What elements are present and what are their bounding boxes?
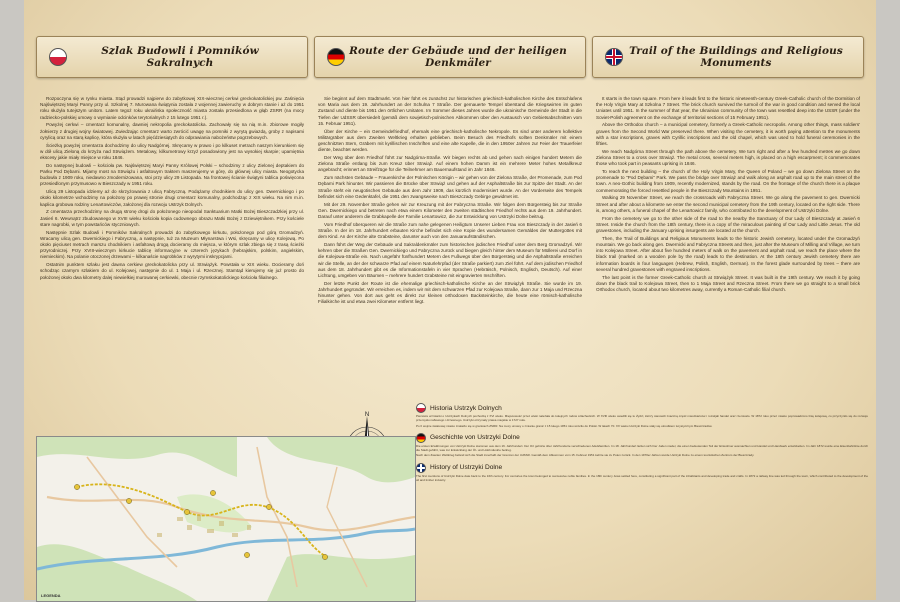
uk-flag-icon <box>416 463 426 473</box>
section-banner-pl <box>36 36 308 78</box>
german-section <box>314 36 586 307</box>
paragraph: Dann führt der Weg der Gebäude und Sakraldenkmäler zum historischen jüdischen Friedhof unter dem Berg Gromadzyń. Wir kehren über die Straßen Gen. Dwernickiego und Fabryczna zurück und biegen gleich hinter dem Museum für Müllerei und Dorf in die Kolejowa-Straße ein. Nach ungefähr fünfhundert Metern des Fußwegs über den Bürgersteig und die Asphaltstraße erreichen wir die Stelle, an der der schwarze Pfad auf einem Naturlehrpfad (der Straße parkiert) zum Ziel führt. Auf dem jüdischen Friedhof aus dem 18. Jahrhundert gibt es die Informationstafeln in vier Sprachen (Hebräisch, Polnisch, Englisch, Deutsch). Auf einer Lichtung, umgeben von Bäumen – mehrere hundert Grabsteine mit eingravierten Inschriften. <box>318 242 582 279</box>
paragraph: Mit der 29. November Straße gehen wir zur Kreuzung mit der Fabryczna Straße. Wir folgen dem Bürgersteig bis zur Straße Gen. Dwernickiego und betreten nach etwa einem Kilometer den zweiten städtischen Friedhof rechts aus dem 19. Jahrhundert. Darauf unter anderem die Grabkapelle der Familie Lenartowicz, die zur Entwicklung von Ustrzyki Dolne beitrug. <box>318 201 582 220</box>
paragraph: Vom Friedhof überqueren wir die Straße zum nahe gelegenen Heiligtum Unserer Lieben Frau von Bieszczady in der Jasień 6 Straße. In der im 18. Jahrhundert erbauten Kirche befindet sich eine Kopie des wundersamen Gemäldes der Muttergottes mit dem Kind. An der Kirche alte Grabsteine, darunter auch von den Januaraufständischen. <box>318 221 582 240</box>
section-title-de: Route der Gebäude und der heiligen Denkmäler <box>349 45 567 69</box>
section-body-de <box>314 96 586 306</box>
paragraph: Pierwsze wzmianki o Ustrzykach Dolnych pochodzą z XVI wieku. Miejscowość przez wieki należała do kolejnych rodów szlacheckich. W XVIII wieku osiedlili się tu Żydzi, którzy stanowili znaczną część mieszkańców i rozwijali handel oraz rzemiosło. W 1872 roku przez miasto poprowadzono linię kolejową, co przyczyniło się do rozwoju przemysłu naftowego i drzewnego. Ustrzyki otrzymały prawa miejskie w 1727 roku. <box>416 414 868 423</box>
germany-flag-icon <box>327 48 345 66</box>
history-title-de: Geschichte von Ustrzyki Dolne <box>430 434 520 442</box>
history-block-de <box>416 432 868 458</box>
poland-flag-icon <box>416 403 426 413</box>
germany-flag-icon <box>416 433 426 443</box>
paragraph: Above the Orthodox church – a municipal cemetery, formerly a Greek-Catholic necropolis. Among other things, mass soldiers' graves from the Second World War preserved there. When visiting the cemetery, it is worth paying attention to the monuments with a star inscriptions, graves with Cyrillic inscriptions and the old chapel, which was used to hold funeral ceremonies in the fifties. <box>596 122 860 147</box>
paragraph: We reach Nadgórna Street through the path above the cemetery. We turn right and after a few hundred metres we go down Zielona Street to a cross over Strwiąż. The metal cross, several meters high, is placed on a high escarpment; it commemorates those who took part in peasants uprising in 1846. <box>596 148 860 167</box>
section-title-pl: Szlak Budowli i Pomników Sakralnych <box>101 45 259 69</box>
paragraph: Über der Kirche – ein Gemeindefriedhof, ehemals eine griechisch-katholische Nekropole. Es sind unter anderem kollektive Militärgräber aus dem Zweiten Weltkrieg erhalten geblieben. Beim Besuch des Friedhofs sollten Denkmäler mit einem geschnitzten Stern, Gräbern mit kyrillischen Inschriften und eine alte Kapelle, die in den 1950er Jahren zur Feier der Trauerfeier diente, beachtet werden. <box>318 128 582 153</box>
section-body-pl <box>36 96 308 281</box>
paragraph: It starts in the town square. From here it leads first to the historic nineteenth-century Greek-Catholic church of the Dormition of the Holy Virgin Mary at Szkolna 7 Street. The brick church survived the turmoil of the war in good condition and served the local Uniates until 1951. In the summer of that year, the Ukrainian community of the town was resettled deep into the USSR (under the Soviet-Polish agreement on the exchange of territorial sections of 15 February 1951). <box>596 96 860 120</box>
paragraph: The first mentions of Ustrzyki Dolne date back to the 16th century. For centuries the town belonged to successive noble families. In the 18th century Jews settled here, constituting a significant part of the inhabitants and developing trade and crafts. In 1872 a railway line was led through the town, which contributed to the development of the oil and timber industry. <box>416 473 868 483</box>
paragraph: Po II wojnie światowej miasto znalazło się w granicach ZSRR. Na mocy umowy o zmianie granic z 15 lutego 1951 roku wróciło do Polski. W latach 70. XX wieku Ustrzyki Dolne stały się ośrodkiem turystycznym Bieszczadów. <box>416 423 713 428</box>
history-section <box>416 402 868 483</box>
paragraph: Walking 29 November Street, we reach the crossroads with Fabryczna Street. We go along the pavement to gen. Dwernicki Street and after about a kilometre we enter the second municipal cemetery from the 19th century, located on the right side. There is, among others, a funeral chapel of the Lenartowicz family, who contributed to the development of Ustrzyki Dolne. <box>596 195 860 213</box>
paragraph: Z cmentarza przechodzimy na drugą stronę drogi do położonego nieopodal Sanktuarium Matki Bożej Bieszczadzkiej przy ul. Jasień 6. Wewnątrz zbudowanego w XVIII wieku kościoła kopia cudownego obrazu Matki Bożej z Dziewiętnikem. Przy kościele stare nagrobki, w tym powstańców styczniowych. <box>40 209 304 227</box>
paragraph: The last point is the former Greek-Catholic church at Strwiążyk Street. It was built in the 19th century. We reach it by going down the black trail to Kolejowa Street, then to 1 Maja Street and Rzeczna Street. From there we go straight to a small brick Orthodox church, located about two kilometres away, currently a Roman-Catholic filial church. <box>596 274 860 293</box>
uk-flag-icon <box>605 48 623 66</box>
history-title-en: History of Ustrzyki Dolne <box>430 464 503 472</box>
compass-letter-n: N <box>364 412 370 418</box>
english-section <box>592 36 864 295</box>
paragraph: Der Weg über dem Friedhof führt zur Nadgórna-Straße. Wir biegen rechts ab und gehen nach einigen hundert Metern die Zielona Straße entlang bis zum Kreuz über Strwiąż. Auf einem hohen Damm ist ein mehrere Meter hohes Metallkreuz angebracht; erinnert an Streifzüge für die Teilnehmer am Bauernaufstand im Jahr 1846. <box>318 155 582 173</box>
polish-section <box>36 36 308 282</box>
paragraph: Zum nächsten Gebäude – Frauenkirche der Polnischen Königin – wir gehen von der Zielona Straße, der Promenade, zum Pod Dębami Park hinunter. Wir passieren die Brücke über Strwiąż und gehen auf der Asphaltstraße bis zur Spitze der Stadt. An der Straße steht ein neugotisches Gebäude aus dem Jahr 1909, das kürzlich modernisiert wurde. An der Vorderseite des Tempels befindet sich eine Gedenktafel, die 1951 den zwangsweise nach Bieszczady Gebirge gewidmet ist. <box>318 175 582 199</box>
paragraph: Die ersten Erwähnungen von Ustrzyki Dolne stammen aus dem 16. Jahrhundert. Der Ort gehörte über Jahrhunderte verschiedenen Adelsfamilien. Im 18. Jahrhundert ließen sich hier Juden nieder, die einen bedeutenden Teil der Einwohner ausmachten und Handel und Handwerk entwickelten. Im Jahr 1872 wurde eine Eisenbahnlinie durch die Stadt geführt, was zur Entwicklung der Öl- und Holzindustrie beitrug. <box>416 443 868 453</box>
poland-flag-icon <box>49 48 67 66</box>
paragraph: From the cemetery we go to the other side of the road to the nearby the Sanctuary of Our Lady of Bieszczady at Jasień 6 Street. Inside the church from the 18th century, there is a copy of the miraculous painting of Our Lady and Little Jesus. The old gravestones, including the January uprising insurgents are located at the church. <box>596 215 860 234</box>
paragraph: To reach the next building – the church of the Holy Virgin Mary, the Queen of Poland – we go down Zielona Street on the promenade to "Pod Dębami" Park. We pass the bridge over Strwiąż and walk along an asphalt road up to the main street of the town. A neo-Gothic building from 1909, recently modernized, stands by the road. On the frontage of the church there is a plaque commemorating the forced resettled people in the Bieszczady Mountains in 1951. <box>596 169 860 193</box>
paragraph: Ulicą 29 Listopada idziemy aż do skrzyżowania z ulicą Fabryczną. Podążamy chodnikiem do ulicy gen. Dwernickiego i po około kilometrze wchodzimy na położony po prawej stronie drugi cmentarz komunalny, podchodząc z XIX wieku. Na nim m.in. kaplica grobowa rodziny Lenartowiczów, założonej dla rozwoju Ustrzyk Dolnych. <box>40 189 304 207</box>
paragraph: Ostatnim punktem szlaku jest dawna cerkiew greckokatolicka przy ul. Strwiążyk. Powstała w XIX wieku. Docieramy doń schodząc czarnym szlakiem do ul. Kolejowej, następnie do ul. 1 Maja i ul. Rzecznej. Stamtąd kierujemy się już prosto do położonej około dwa kilometry dalej niewielkiej murowanej cerkiewki, obecnie rzymskokatolickiego kościoła filialnego. <box>40 262 304 280</box>
paragraph: Sie beginnt auf dem Stadtmarkt. Von hier führt es zunächst zur historischen griechisch-katholischen Kirche des Entschlafens von Maria aus dem 19. Jahrhundert an der Schulna 7 Straße. Der gemauerte Tempel überstand die Kriegswirren im guten Zustand und diente bis 1951 den örtlichen Unitaten. Im Sommer dieses Jahres wurde die ukrainische Gemeinde der Stadt in die Tiefen der UdSSR übersiedelt (gemäß dem sowjetisch-polnischen Abkommen über den Austausch von Gebietsabschnitten vom 15. Februar 1951). <box>318 96 582 126</box>
trail-map <box>36 436 416 602</box>
map-graphic <box>37 437 415 601</box>
paragraph: Ścieżką powyżej cmentarza dochodzimy do ulicy Nadgórnej. Skręcamy w prawo i po kilkuset metrach naszym kierunkiem się w dół ulicą Zieloną do krzyża nad Strwiążem. Metalowy, kilkumetrowy krzyż posadowiony jest na wysokiej skarpie; upamiętnia ekscesy jakie miały miejsce w roku 1846. <box>40 142 304 161</box>
section-title-en: Trail of the Buildings and Religious Monuments <box>629 45 843 69</box>
paragraph: Then, the Trail of Buildings and Religious Monuments leads to the historic Jewish cemetery, located under the Gromadzyń mountain. We go back along gen. Dwernicki and Fabryczna Streets and then, just after the Museum of Milling and Village, we turn into Kolejowa Street. After about five hundred meters of walk on the pavement and asphalt road, we reach the place where the black trail (marked on a wooden pole by the road) leads to the destination. At the 18th century Jewish cemetery there are information boards in four languages (Hebrew, Polish, English, German). In the forest glade surrounded by trees – there are several hundred gravestones with engraved inscriptions. <box>596 235 860 272</box>
map-legend-label: LEGENDA <box>41 593 61 598</box>
paragraph: Rozpoczyna się w rynku miasta. Stąd prowadzi najpierw do zabytkowej XIX-wiecznej cerkwi greckokatolickiej pw. Zaśnięcia Najświętszej Maryi Panny przy ul. Szkolnej 7. Murowana świątynia została z wojennej zawieruchy w dobrym stanie i aż do 1951 roku służyła tutejszym unitom. Latem tegoż roku ukraińska społeczność miasta została przesiedlona w głąb ZSRR (na mocy radziecko-polskiej umowy o wymianie odcinków terytorialnych z 15 lutego 1951 r.). <box>40 96 304 120</box>
section-banner-de <box>314 36 586 78</box>
paragraph: Do następnej budowli – kościoła pw. Najświętszej Maryi Panny Królowej Polski – schodzimy z ulicy Zielonej deptakiem do Parku Pod Dębami. Mijamy most na Strwiążu i asfaltowym traktem maszerujemy w górę, do głównej ulicy miasta. Neogotycka budowla z 1909 roku, niedawno zmodernizowana, stoi przy ulicy 29 Listopada. Na frontowej ścianie świątyni tablica poświęcona przesiedlonym przymusowo w Bieszczady w 1951 roku. <box>40 162 304 187</box>
history-title-pl: Historia Ustrzyk Dolnych <box>430 404 502 412</box>
section-body-en <box>592 96 864 293</box>
paragraph: Nach dem Zweiten Weltkrieg befand sich die Stadt innerhalb der Grenzen der UdSSR. Gemäß dem Abkommen vom 15. Februar 1951 kehrte sie zu Polen zurück. In den 1970er Jahren wurde Ustrzyki Dolne zu einem touristischen Zentrum der Bieszczady. <box>416 453 755 458</box>
paragraph: Powyżej cerkwi – cmentarz komunalny, dawniej nekropolia greckokatolicka. Zachowały się na nią m.in. zbiorowe mogiły żołnierzy z drugiej wojny światowej. Zwiedzając cmentarz warto zwrócić uwagę na pomniki z wyrytą gwiazdą, groby z napisami cyrylicą oraz na starą kaplicę, która służyła w latach pięćdziesiątych do odprawiania nabożeństw pogrzebowych. <box>40 122 304 140</box>
section-banner-en <box>592 36 864 78</box>
paragraph: Następnie Szlak Budowli i Pomników Sakralnych prowadzi do zabytkowego kirkutu, położonego pod górą Gromadzyń. Wracamy ulicą gen. Dwernickiego i Fabryczną, a następnie, tuż za Muzeum Młynarstwa i Wsi, skręcamy w ulicę Kolejową. Po około pięciuset metrach marszu chodnikiem i asfaltową drogą docieramy do miejsca, w którym szlak zbiega się z trasą ścieżki przyrodniczej. Przy XVIII-wiecznym kirkucie tablicę informacyjne w czterech językach (hebrajskim, polskim, angielskim, niemieckim). Na polanie otoczonej drzewami – kilkanaście nagrobków z wyrytymi inskrypcjami. <box>40 229 304 260</box>
paragraph: Der letzte Punkt der Route ist die ehemalige griechisch-katholische Kirche an der Strwiążyk Straße. Sie wurde im 19. Jahrhundert gegründet. Wir erreichen es, indem wir mit dem schwarzen Pfad zur Kolejowa Straße, dann zur 1 Maja und Rzeczna hinunter gehen. Von dort aus geht es direkt zur kleinen orthodoxen Backsteinkirche, die heute eine römisch-katholische Filialkirche ist und etwa zwei Kilometer entfernt liegt. <box>318 280 582 305</box>
history-block-en <box>416 462 868 483</box>
history-block-pl <box>416 402 868 428</box>
information-board <box>24 0 876 600</box>
